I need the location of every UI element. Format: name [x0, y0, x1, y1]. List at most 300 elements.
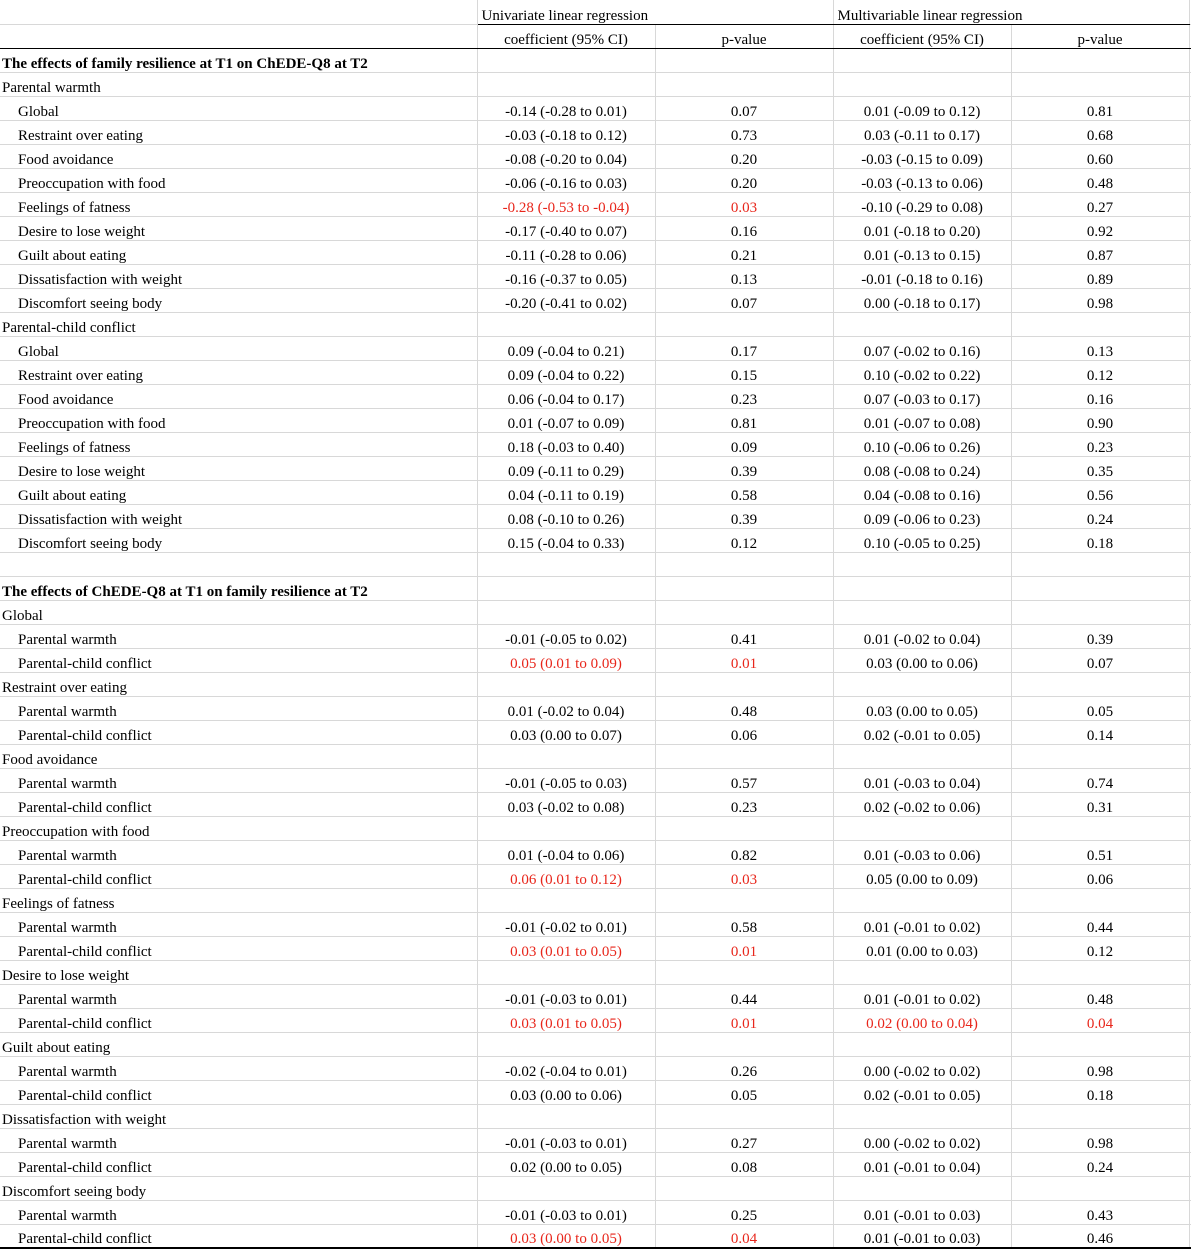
univariate-pvalue: 0.01 — [655, 936, 833, 960]
univariate-coef: 0.09 (-0.04 to 0.22) — [477, 360, 655, 384]
univariate-coef: -0.01 (-0.03 to 0.01) — [477, 984, 655, 1008]
multivariable-coef: 0.07 (-0.03 to 0.17) — [833, 384, 1011, 408]
univariate-coef: 0.18 (-0.03 to 0.40) — [477, 432, 655, 456]
multivariable-coef: 0.00 (-0.02 to 0.02) — [833, 1056, 1011, 1080]
multivariable-pvalue: 0.74 — [1011, 768, 1189, 792]
section-title — [0, 48, 1191, 72]
row-label: Parental warmth — [0, 1128, 477, 1152]
table-row — [0, 792, 1191, 816]
multivariable-pvalue: 0.46 — [1011, 1224, 1189, 1248]
multivariable-coef: 0.01 (-0.07 to 0.08) — [833, 408, 1011, 432]
univariate-coef: 0.04 (-0.11 to 0.19) — [477, 480, 655, 504]
empty-cell — [1011, 816, 1189, 840]
multivariable-coef: 0.01 (-0.01 to 0.04) — [833, 1152, 1011, 1176]
section-title-label: The effects of ChEDE-Q8 at T1 on family resilience at T2 — [0, 576, 477, 600]
table-row — [0, 912, 1191, 936]
multivariable-pvalue: 0.48 — [1011, 168, 1189, 192]
univariate-pvalue: 0.08 — [655, 1152, 833, 1176]
empty-cell — [1011, 744, 1189, 768]
row-label: Parental warmth — [0, 984, 477, 1008]
table-row — [0, 360, 1191, 384]
multivariable-pvalue: 0.51 — [1011, 840, 1189, 864]
univariate-coef: -0.01 (-0.02 to 0.01) — [477, 912, 655, 936]
empty-cell — [1011, 1176, 1189, 1200]
empty-cell — [477, 744, 655, 768]
row-label: Global — [0, 336, 477, 360]
empty-cell — [1011, 888, 1189, 912]
empty-cell — [477, 816, 655, 840]
univariate-pvalue: 0.03 — [655, 864, 833, 888]
univariate-coef: 0.03 (-0.02 to 0.08) — [477, 792, 655, 816]
table-row — [0, 432, 1191, 456]
empty-cell — [1011, 600, 1189, 624]
univariate-pvalue: 0.82 — [655, 840, 833, 864]
multivariable-coef: 0.01 (-0.03 to 0.04) — [833, 768, 1011, 792]
row-label: Parental-child conflict — [0, 1080, 477, 1104]
header-row-2 — [0, 24, 1191, 48]
group-header-label: Parental warmth — [0, 72, 477, 96]
univariate-pvalue: 0.01 — [655, 1008, 833, 1032]
group-header — [0, 1032, 1191, 1056]
row-label: Parental-child conflict — [0, 792, 477, 816]
table-row — [0, 168, 1191, 192]
row-label: Parental-child conflict — [0, 864, 477, 888]
group-header-label: Restraint over eating — [0, 672, 477, 696]
empty-cell — [655, 1176, 833, 1200]
group-header-label: Parental-child conflict — [0, 312, 477, 336]
empty-cell — [833, 1176, 1011, 1200]
multivariable-coef: 0.09 (-0.06 to 0.23) — [833, 504, 1011, 528]
multivariable-pvalue: 0.68 — [1011, 120, 1189, 144]
empty-cell — [655, 48, 833, 72]
table-row — [0, 840, 1191, 864]
multivariable-pvalue: 0.89 — [1011, 264, 1189, 288]
multivariable-pvalue: 0.18 — [1011, 1080, 1189, 1104]
spacer-row — [0, 552, 1191, 576]
univariate-coef: -0.20 (-0.41 to 0.02) — [477, 288, 655, 312]
univariate-pvalue: 0.07 — [655, 96, 833, 120]
univariate-coef: 0.03 (0.00 to 0.05) — [477, 1224, 655, 1248]
empty-cell — [477, 576, 655, 600]
empty-cell — [655, 960, 833, 984]
row-label: Preoccupation with food — [0, 408, 477, 432]
univariate-pvalue: 0.07 — [655, 288, 833, 312]
multivariable-pvalue: 0.27 — [1011, 192, 1189, 216]
row-label: Food avoidance — [0, 144, 477, 168]
group-header-label: Global — [0, 600, 477, 624]
empty-cell — [833, 888, 1011, 912]
empty-cell — [833, 312, 1011, 336]
table-row — [0, 480, 1191, 504]
row-label: Dissatisfaction with weight — [0, 504, 477, 528]
multivariable-coef: 0.01 (-0.01 to 0.02) — [833, 984, 1011, 1008]
multivariable-coef: -0.03 (-0.13 to 0.06) — [833, 168, 1011, 192]
empty-cell — [833, 72, 1011, 96]
group-header — [0, 816, 1191, 840]
univariate-pvalue: 0.57 — [655, 768, 833, 792]
table-row — [0, 1200, 1191, 1224]
empty-cell — [477, 672, 655, 696]
univariate-pvalue: 0.09 — [655, 432, 833, 456]
univariate-pvalue: 0.04 — [655, 1224, 833, 1248]
univariate-header: Univariate linear regression — [477, 0, 833, 24]
group-header-label: Guilt about eating — [0, 1032, 477, 1056]
multivariable-coef-header: coefficient (95% CI) — [833, 24, 1011, 48]
empty-cell — [655, 72, 833, 96]
empty-cell — [833, 672, 1011, 696]
section-title-label: The effects of family resilience at T1 on ChEDE-Q8 at T2 — [0, 48, 477, 72]
univariate-coef: -0.06 (-0.16 to 0.03) — [477, 168, 655, 192]
multivariable-coef: 0.05 (0.00 to 0.09) — [833, 864, 1011, 888]
empty-cell — [833, 552, 1011, 576]
univariate-coef: 0.03 (0.00 to 0.06) — [477, 1080, 655, 1104]
univariate-pvalue: 0.21 — [655, 240, 833, 264]
section-title — [0, 576, 1191, 600]
group-header — [0, 312, 1191, 336]
row-label: Parental-child conflict — [0, 648, 477, 672]
multivariable-pvalue: 0.98 — [1011, 1128, 1189, 1152]
multivariable-coef: 0.10 (-0.05 to 0.25) — [833, 528, 1011, 552]
multivariable-coef: 0.01 (-0.03 to 0.06) — [833, 840, 1011, 864]
row-label: Feelings of fatness — [0, 192, 477, 216]
multivariable-pvalue: 0.12 — [1011, 360, 1189, 384]
multivariable-coef: 0.02 (-0.02 to 0.06) — [833, 792, 1011, 816]
group-header — [0, 888, 1191, 912]
multivariable-coef: -0.03 (-0.15 to 0.09) — [833, 144, 1011, 168]
empty-cell — [833, 744, 1011, 768]
row-label: Parental warmth — [0, 624, 477, 648]
multivariable-pvalue: 0.43 — [1011, 1200, 1189, 1224]
multivariable-pvalue: 0.14 — [1011, 720, 1189, 744]
univariate-coef: -0.01 (-0.03 to 0.01) — [477, 1200, 655, 1224]
row-label: Guilt about eating — [0, 240, 477, 264]
table-row — [0, 192, 1191, 216]
multivariable-coef: -0.01 (-0.18 to 0.16) — [833, 264, 1011, 288]
table-row — [0, 768, 1191, 792]
univariate-pvalue: 0.16 — [655, 216, 833, 240]
univariate-pvalue: 0.20 — [655, 144, 833, 168]
row-label: Guilt about eating — [0, 480, 477, 504]
multivariable-pvalue: 0.92 — [1011, 216, 1189, 240]
empty-cell — [1011, 552, 1189, 576]
univariate-coef: -0.01 (-0.05 to 0.03) — [477, 768, 655, 792]
univariate-coef: 0.01 (-0.07 to 0.09) — [477, 408, 655, 432]
empty-cell — [477, 888, 655, 912]
multivariable-pvalue: 0.98 — [1011, 288, 1189, 312]
multivariable-pvalue: 0.18 — [1011, 528, 1189, 552]
row-label: Parental-child conflict — [0, 1224, 477, 1248]
multivariable-coef: -0.10 (-0.29 to 0.08) — [833, 192, 1011, 216]
univariate-pvalue: 0.48 — [655, 696, 833, 720]
multivariable-pvalue: 0.98 — [1011, 1056, 1189, 1080]
table-row — [0, 720, 1191, 744]
empty-cell — [655, 576, 833, 600]
empty-cell — [655, 552, 833, 576]
multivariable-pvalue: 0.23 — [1011, 432, 1189, 456]
multivariable-pvalue: 0.39 — [1011, 624, 1189, 648]
header-row-1 — [0, 0, 1191, 24]
row-label: Global — [0, 96, 477, 120]
univariate-coef: 0.03 (0.01 to 0.05) — [477, 1008, 655, 1032]
multivariable-coef: 0.01 (-0.13 to 0.15) — [833, 240, 1011, 264]
multivariable-pvalue: 0.24 — [1011, 1152, 1189, 1176]
univariate-pvalue: 0.41 — [655, 624, 833, 648]
empty-cell — [477, 1176, 655, 1200]
univariate-coef: 0.06 (-0.04 to 0.17) — [477, 384, 655, 408]
table-row — [0, 456, 1191, 480]
multivariable-coef: 0.01 (-0.01 to 0.03) — [833, 1224, 1011, 1248]
empty-cell — [477, 48, 655, 72]
row-label: Discomfort seeing body — [0, 288, 477, 312]
table-row — [0, 336, 1191, 360]
row-label: Restraint over eating — [0, 120, 477, 144]
row-label: Food avoidance — [0, 384, 477, 408]
multivariable-coef: 0.03 (0.00 to 0.06) — [833, 648, 1011, 672]
univariate-coef: 0.06 (0.01 to 0.12) — [477, 864, 655, 888]
univariate-coef: 0.08 (-0.10 to 0.26) — [477, 504, 655, 528]
multivariable-coef: 0.02 (-0.01 to 0.05) — [833, 720, 1011, 744]
table-row — [0, 1224, 1191, 1248]
empty-cell — [477, 552, 655, 576]
table-row — [0, 984, 1191, 1008]
table-row — [0, 96, 1191, 120]
empty-cell — [1011, 1032, 1189, 1056]
empty-cell — [477, 960, 655, 984]
multivariable-pvalue: 0.44 — [1011, 912, 1189, 936]
multivariable-pvalue: 0.90 — [1011, 408, 1189, 432]
multivariable-coef: 0.00 (-0.18 to 0.17) — [833, 288, 1011, 312]
empty-cell — [1011, 960, 1189, 984]
empty-cell — [833, 960, 1011, 984]
univariate-coef: -0.28 (-0.53 to -0.04) — [477, 192, 655, 216]
univariate-pvalue: 0.12 — [655, 528, 833, 552]
multivariable-pvalue: 0.48 — [1011, 984, 1189, 1008]
row-label: Parental-child conflict — [0, 720, 477, 744]
table-row — [0, 864, 1191, 888]
univariate-pvalue: 0.25 — [655, 1200, 833, 1224]
table-row — [0, 384, 1191, 408]
univariate-pvalue: 0.26 — [655, 1056, 833, 1080]
univariate-coef: 0.03 (0.00 to 0.07) — [477, 720, 655, 744]
multivariable-pvalue: 0.04 — [1011, 1008, 1189, 1032]
table-row — [0, 1152, 1191, 1176]
multivariable-coef: 0.07 (-0.02 to 0.16) — [833, 336, 1011, 360]
univariate-coef: -0.11 (-0.28 to 0.06) — [477, 240, 655, 264]
univariate-coef: -0.17 (-0.40 to 0.07) — [477, 216, 655, 240]
multivariable-pvalue: 0.12 — [1011, 936, 1189, 960]
group-header — [0, 1176, 1191, 1200]
empty-cell — [833, 1032, 1011, 1056]
header-corner-2 — [0, 24, 477, 48]
row-label: Feelings of fatness — [0, 432, 477, 456]
empty-cell — [477, 1032, 655, 1056]
row-label: Parental warmth — [0, 768, 477, 792]
row-label: Desire to lose weight — [0, 216, 477, 240]
table-row — [0, 648, 1191, 672]
table-row — [0, 936, 1191, 960]
group-header-label: Feelings of fatness — [0, 888, 477, 912]
univariate-pvalue: 0.06 — [655, 720, 833, 744]
table-row — [0, 288, 1191, 312]
empty-cell — [833, 576, 1011, 600]
univariate-coef: -0.16 (-0.37 to 0.05) — [477, 264, 655, 288]
multivariable-coef: 0.02 (0.00 to 0.04) — [833, 1008, 1011, 1032]
group-header — [0, 72, 1191, 96]
univariate-pvalue: 0.01 — [655, 648, 833, 672]
table-row — [0, 120, 1191, 144]
univariate-pvalue: 0.73 — [655, 120, 833, 144]
univariate-coef: 0.02 (0.00 to 0.05) — [477, 1152, 655, 1176]
empty-cell — [655, 672, 833, 696]
table-row — [0, 1008, 1191, 1032]
univariate-coef: 0.15 (-0.04 to 0.33) — [477, 528, 655, 552]
empty-cell — [1011, 72, 1189, 96]
row-label: Parental warmth — [0, 1200, 477, 1224]
empty-cell — [477, 1104, 655, 1128]
group-header-label: Discomfort seeing body — [0, 1176, 477, 1200]
univariate-coef: -0.01 (-0.03 to 0.01) — [477, 1128, 655, 1152]
multivariable-pvalue: 0.06 — [1011, 864, 1189, 888]
univariate-coef-header: coefficient (95% CI) — [477, 24, 655, 48]
univariate-pvalue: 0.23 — [655, 792, 833, 816]
multivariable-coef: 0.01 (-0.02 to 0.04) — [833, 624, 1011, 648]
univariate-coef: 0.01 (-0.02 to 0.04) — [477, 696, 655, 720]
empty-cell — [833, 48, 1011, 72]
multivariable-pvalue: 0.35 — [1011, 456, 1189, 480]
empty-cell — [1011, 576, 1189, 600]
table-row — [0, 144, 1191, 168]
multivariable-pvalue: 0.56 — [1011, 480, 1189, 504]
multivariable-pvalue: 0.60 — [1011, 144, 1189, 168]
multivariable-pvalue: 0.87 — [1011, 240, 1189, 264]
table-row — [0, 1128, 1191, 1152]
univariate-coef: -0.01 (-0.05 to 0.02) — [477, 624, 655, 648]
univariate-pvalue: 0.13 — [655, 264, 833, 288]
row-label: Desire to lose weight — [0, 456, 477, 480]
univariate-pvalue: 0.81 — [655, 408, 833, 432]
table-row — [0, 624, 1191, 648]
univariate-coef: -0.08 (-0.20 to 0.04) — [477, 144, 655, 168]
multivariable-coef: 0.01 (0.00 to 0.03) — [833, 936, 1011, 960]
univariate-pvalue: 0.39 — [655, 504, 833, 528]
row-label: Restraint over eating — [0, 360, 477, 384]
empty-cell — [1011, 1104, 1189, 1128]
empty-cell — [477, 72, 655, 96]
row-label: Parental warmth — [0, 912, 477, 936]
univariate-pvalue: 0.03 — [655, 192, 833, 216]
univariate-pvalue: 0.44 — [655, 984, 833, 1008]
univariate-pvalue: 0.58 — [655, 480, 833, 504]
univariate-coef: 0.09 (-0.11 to 0.29) — [477, 456, 655, 480]
multivariable-coef: 0.03 (0.00 to 0.05) — [833, 696, 1011, 720]
empty-cell — [0, 552, 477, 576]
empty-cell — [655, 312, 833, 336]
univariate-coef: -0.03 (-0.18 to 0.12) — [477, 120, 655, 144]
row-label: Parental warmth — [0, 1056, 477, 1080]
empty-cell — [1011, 312, 1189, 336]
univariate-pvalue: 0.17 — [655, 336, 833, 360]
empty-cell — [655, 744, 833, 768]
multivariable-pvalue: 0.13 — [1011, 336, 1189, 360]
empty-cell — [655, 600, 833, 624]
row-label: Parental-child conflict — [0, 936, 477, 960]
multivariable-header: Multivariable linear regression — [833, 0, 1189, 24]
table-row — [0, 216, 1191, 240]
empty-cell — [655, 1104, 833, 1128]
univariate-pvalue: 0.27 — [655, 1128, 833, 1152]
multivariable-coef: 0.04 (-0.08 to 0.16) — [833, 480, 1011, 504]
group-header-label: Desire to lose weight — [0, 960, 477, 984]
row-label: Parental warmth — [0, 840, 477, 864]
empty-cell — [477, 600, 655, 624]
multivariable-coef: 0.01 (-0.18 to 0.20) — [833, 216, 1011, 240]
group-header — [0, 744, 1191, 768]
univariate-coef: 0.09 (-0.04 to 0.21) — [477, 336, 655, 360]
univariate-pvalue: 0.15 — [655, 360, 833, 384]
univariate-coef: 0.01 (-0.04 to 0.06) — [477, 840, 655, 864]
multivariable-coef: 0.10 (-0.02 to 0.22) — [833, 360, 1011, 384]
group-header — [0, 1104, 1191, 1128]
empty-cell — [833, 600, 1011, 624]
table-row — [0, 1056, 1191, 1080]
multivariable-coef: 0.03 (-0.11 to 0.17) — [833, 120, 1011, 144]
multivariable-coef: 0.01 (-0.01 to 0.02) — [833, 912, 1011, 936]
multivariable-coef: 0.01 (-0.01 to 0.03) — [833, 1200, 1011, 1224]
multivariable-pvalue: 0.81 — [1011, 96, 1189, 120]
table-row — [0, 408, 1191, 432]
multivariable-pvalue: 0.31 — [1011, 792, 1189, 816]
table-row — [0, 504, 1191, 528]
row-label: Parental-child conflict — [0, 1152, 477, 1176]
univariate-coef: -0.14 (-0.28 to 0.01) — [477, 96, 655, 120]
multivariable-pvalue: 0.24 — [1011, 504, 1189, 528]
multivariable-coef: 0.01 (-0.09 to 0.12) — [833, 96, 1011, 120]
empty-cell — [833, 816, 1011, 840]
group-header — [0, 600, 1191, 624]
table-row — [0, 264, 1191, 288]
univariate-pvalue: 0.05 — [655, 1080, 833, 1104]
multivariable-coef: 0.02 (-0.01 to 0.05) — [833, 1080, 1011, 1104]
group-header-label: Dissatisfaction with weight — [0, 1104, 477, 1128]
table-row — [0, 1080, 1191, 1104]
row-label: Preoccupation with food — [0, 168, 477, 192]
multivariable-pvalue: 0.16 — [1011, 384, 1189, 408]
header-corner — [0, 0, 477, 24]
row-label: Dissatisfaction with weight — [0, 264, 477, 288]
empty-cell — [655, 1032, 833, 1056]
empty-cell — [833, 1104, 1011, 1128]
row-label: Parental-child conflict — [0, 1008, 477, 1032]
univariate-coef: 0.03 (0.01 to 0.05) — [477, 936, 655, 960]
multivariable-coef: 0.00 (-0.02 to 0.02) — [833, 1128, 1011, 1152]
univariate-coef: -0.02 (-0.04 to 0.01) — [477, 1056, 655, 1080]
univariate-pvalue: 0.39 — [655, 456, 833, 480]
univariate-pvalue: 0.20 — [655, 168, 833, 192]
row-label: Parental warmth — [0, 696, 477, 720]
group-header — [0, 960, 1191, 984]
empty-cell — [1011, 48, 1189, 72]
univariate-pvalue: 0.23 — [655, 384, 833, 408]
empty-cell — [655, 888, 833, 912]
multivariable-pvalue: 0.05 — [1011, 696, 1189, 720]
univariate-pvalue: 0.58 — [655, 912, 833, 936]
group-header-label: Preoccupation with food — [0, 816, 477, 840]
row-label: Discomfort seeing body — [0, 528, 477, 552]
multivariable-coef: 0.10 (-0.06 to 0.26) — [833, 432, 1011, 456]
empty-cell — [477, 312, 655, 336]
multivariable-pvalue: 0.07 — [1011, 648, 1189, 672]
table-row — [0, 696, 1191, 720]
